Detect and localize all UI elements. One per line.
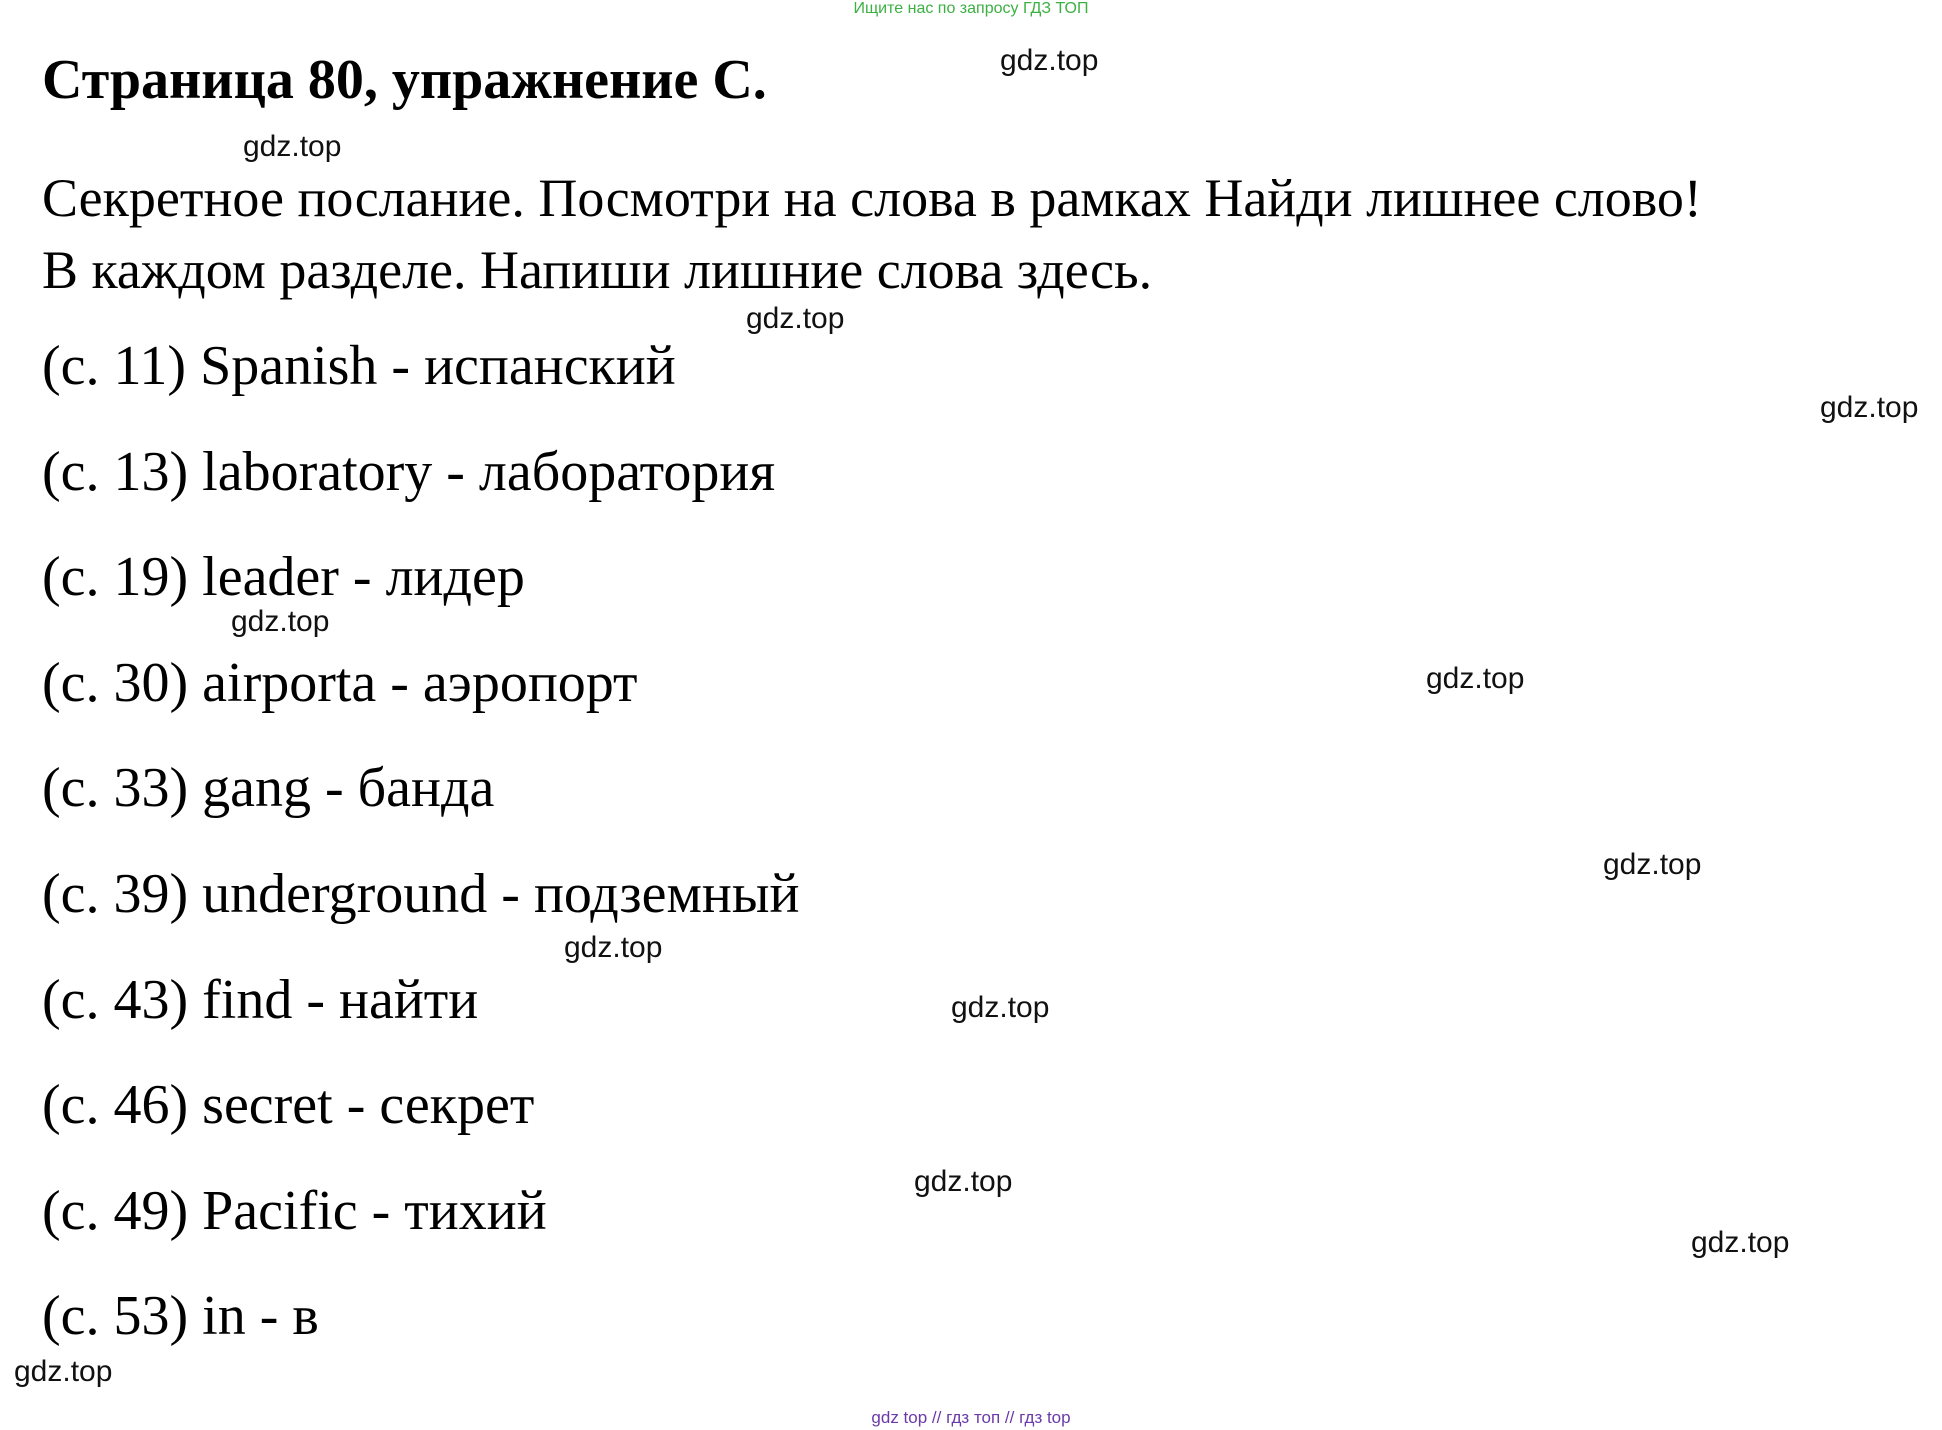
watermark: gdz.top — [914, 1165, 1013, 1198]
answer-item: (с. 39) underground - подземный — [42, 862, 800, 925]
watermark: gdz.top — [1691, 1226, 1790, 1259]
watermark: gdz.top — [1820, 391, 1919, 424]
watermark: gdz.top — [951, 991, 1050, 1024]
answer-item: (с. 43) find - найти — [42, 968, 479, 1031]
top-banner: Ищите нас по запросу ГДЗ ТОП — [853, 0, 1089, 17]
bottom-banner: gdz top // гдз топ // гдз top — [871, 1408, 1071, 1427]
watermark: gdz.top — [243, 130, 342, 163]
watermark: gdz.top — [746, 302, 845, 335]
answer-item: (с. 19) leader - лидер — [42, 546, 525, 609]
answer-item: (с. 11) Spanish - испанский — [42, 335, 676, 397]
watermark: gdz.top — [1000, 44, 1099, 77]
instructions-line-2: В каждом разделе. Напиши лишние слова здесь. — [42, 240, 1153, 300]
instructions — [42, 162, 1922, 306]
page-title: Страница 80, упражнение С. — [42, 49, 767, 111]
answer-item: (с. 46) secret - секрет — [42, 1074, 535, 1137]
watermark: gdz.top — [1426, 662, 1525, 695]
answer-item: (с. 30) airporta - аэропорт — [42, 651, 638, 714]
answer-item: (с. 53) in - в — [42, 1285, 319, 1348]
watermark: gdz.top — [564, 931, 663, 964]
watermark: gdz.top — [231, 605, 330, 638]
watermark: gdz.top — [14, 1355, 113, 1388]
answer-item: (с. 13) laboratory - лаборатория — [42, 440, 776, 503]
answer-list — [42, 332, 799, 1388]
watermark: gdz.top — [1603, 848, 1702, 881]
instructions-line-1: Секретное послание. Посмотри на слова в рамках Найди лишнее слово! — [42, 168, 1702, 228]
answer-item: (с. 49) Pacific - тихий — [42, 1179, 547, 1242]
answer-item: (с. 33) gang - банда — [42, 757, 495, 820]
